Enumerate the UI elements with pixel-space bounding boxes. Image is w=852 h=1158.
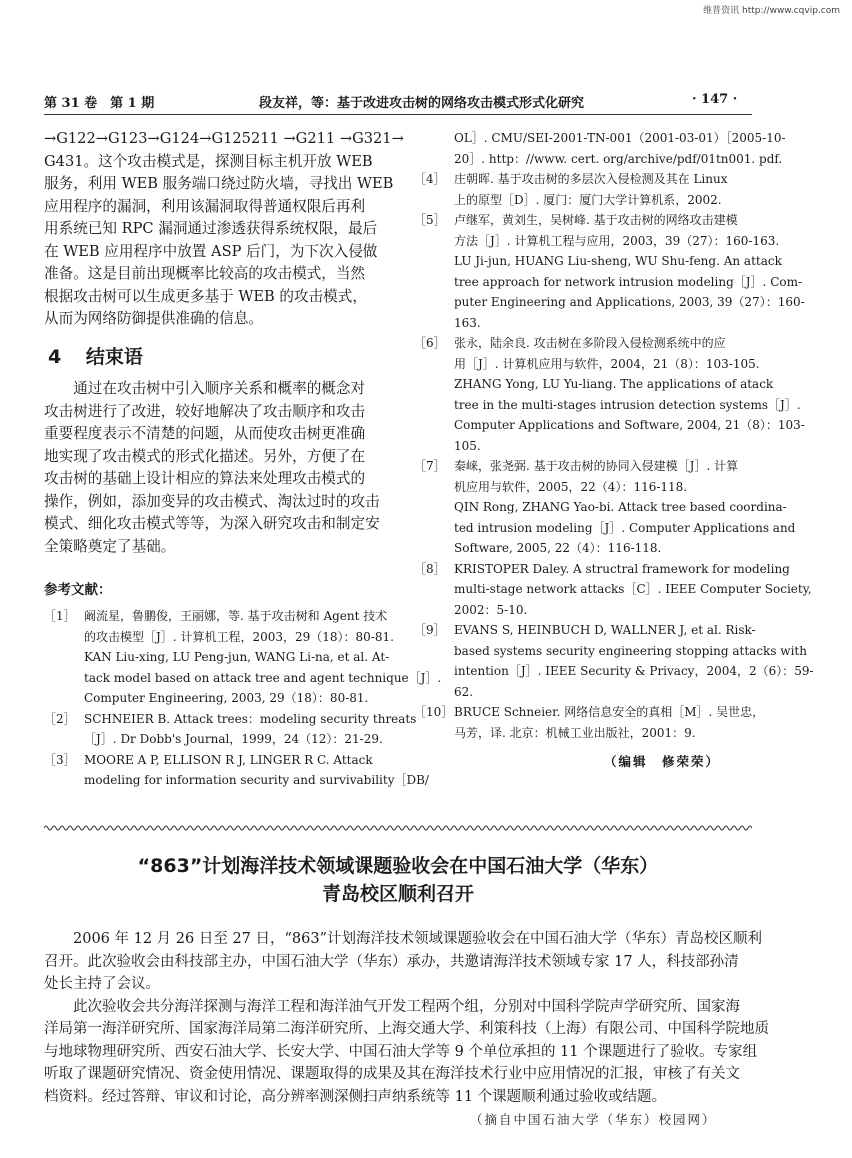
reference-item [44, 606, 442, 709]
reference-item [414, 456, 796, 559]
text-line: 操作，例如，添加变异的攻击模式、淘汰过时的攻击 [44, 492, 380, 510]
text-line: 用系统已知 RPC 漏洞通过渗透获得系统权限，最后 [44, 220, 378, 237]
references-heading: 参考文献： [44, 582, 112, 598]
reference-line: modeling for information security and survivability［DB/ [84, 773, 429, 787]
reference-line: 阚流星，鲁鹏俊，王丽娜，等. 基于攻击树和 Agent 技术 [84, 609, 388, 623]
text-line: 地实现了攻击模式的形式化描述。另外，方便了在 [44, 447, 366, 465]
reference-line: ted intrusion modeling［J］. Computer Applications and [454, 520, 796, 535]
text-line: 服务，利用 WEB 服务端口绕过防火墙，寻找出 WEB [44, 175, 394, 192]
text-line: 处长主持了会议。 [44, 976, 160, 992]
reference-line: 163. [454, 315, 481, 330]
reference-line: 庄朝晖. 基于攻击树的多层次入侵检测及其在 Linux [454, 172, 728, 186]
reference-line: 机应用与软件，2005，22（4）：116-118. [454, 479, 688, 494]
text-line: 2006 年 12 月 26 日至 27 日，“863”计划海洋技术领域课题验收会在中国石油大学（华东）青岛校区顺利 [73, 931, 763, 947]
reference-number: ［9］ [414, 623, 446, 637]
section-title: 结束语 [85, 346, 143, 368]
reference-line: 105. [454, 438, 481, 453]
text-line: 通过在攻击树中引入顺序关系和概率的概念对 [73, 380, 366, 397]
reference-line: KAN Liu-xing, LU Peng-jun, WANG Li-na, et al. At- [84, 650, 390, 664]
reference-number: ［4］ [414, 172, 446, 186]
text-line: 档资料。经过答辩、审议和讨论，高分辨率测深侧扫声纳系统等 11 个课题顺利通过验收或结题。 [44, 1088, 667, 1105]
reference-item [414, 333, 805, 456]
reference-line: multi-stage network attacks［C］. IEEE Computer Society, [454, 582, 812, 596]
reference-line: based systems security engineering stopping attacks with [454, 643, 807, 658]
reference-item [414, 128, 786, 169]
intro-paragraph [44, 128, 404, 331]
reference-line: 马芳，译. 北京：机械工业出版社，2001：9. [454, 725, 696, 740]
section-number: 4 [48, 346, 62, 368]
page-number: · 147 · [692, 92, 738, 107]
reference-line: 上的原型［D］. 厦门：厦门大学计算机系，2002. [454, 192, 722, 207]
reference-number: ［8］ [414, 561, 446, 576]
news-title-line: “863”计划海洋技术领域课题验收会在中国石油大学（华东） [137, 855, 659, 877]
reference-line: OL］. CMU/SEI-2001-TN-001（2001-03-01）［2005-10- [454, 131, 786, 145]
text-line: →G122→G123→G124→G125211 →G211 →G321→ [44, 130, 404, 147]
reference-number: ［10］ [414, 705, 454, 719]
text-line: 攻击树的基础上设计相应的算法来处理攻击模式的 [44, 470, 366, 487]
reference-line: BRUCE Schneier. 网络信息安全的真相［M］. 吴世忠， [454, 705, 765, 719]
reference-number: ［6］ [414, 336, 446, 350]
article-running-title: 段友祥，等：基于改进攻击树的网络攻击模式形式化研究 [259, 96, 585, 111]
reference-line: puter Engineering and Applications, 2003, 39（27）：160- [454, 295, 805, 309]
reference-item [414, 210, 805, 333]
watermark: 维普资讯 http://www.cqvip.com [703, 6, 840, 16]
reference-line: 62. [454, 684, 474, 699]
reference-line: ［J］. Dr Dobb's Journal，1999，24（12）：21-29. [84, 732, 383, 746]
text-line: 召开。此次验收会由科技部主办，中国石油大学（华东）承办，共邀请海洋技术领域专家 17 人，科技部孙清 [44, 953, 739, 970]
text-line: 应用程序的漏洞，利用该漏洞取得普通权限后再利 [44, 197, 366, 215]
reference-line: 张永，陆余良. 攻击树在多阶段入侵检测系统中的应 [454, 336, 726, 350]
text-line: 此次验收会共分海洋探测与海洋工程和海洋油气开发工程两个组，分别对中国科学院声学研究所、国家海 [73, 998, 740, 1015]
reference-item [414, 702, 765, 743]
reference-line: Software, 2005, 22（4）：116-118. [454, 541, 662, 555]
text-line: 模式、细化攻击模式等等，为深入研究攻击和制定安 [44, 515, 380, 532]
reference-line: 2002：5-10. [454, 602, 528, 617]
text-line: G431。这个攻击模式是，探测目标主机开放 WEB [44, 152, 373, 170]
reference-line: tree approach for network intrusion modeling［J］. Com- [454, 274, 803, 289]
reference-line: QIN Rong, ZHANG Yao-bi. Attack tree based coordina- [454, 500, 787, 514]
reference-line: 卢继军，黄刘生，吴树峰. 基于攻击树的网络攻击建模 [454, 213, 738, 227]
reference-item [44, 709, 417, 750]
reference-line: Computer Engineering, 2003, 29（18）：80-81. [84, 691, 369, 705]
reference-line: 秦崃，张尧弼. 基于攻击树的协同入侵建模［J］. 计算 [454, 459, 739, 473]
reference-line: EVANS S, HEINBUCH D, WALLNER J, et al. Risk- [454, 623, 756, 637]
reference-number: ［3］ [44, 752, 76, 767]
news-body [44, 928, 769, 1108]
references-right [414, 128, 814, 743]
reference-line: 的攻击模型［J］. 计算机工程，2003，29（18）：80-81. [84, 629, 394, 644]
text-line: 从而为网络防御提供准确的信息。 [44, 310, 263, 327]
text-line: 攻击树进行了改进，较好地解决了攻击顺序和攻击 [44, 402, 366, 420]
text-line: 准备。这是目前出现概率比较高的攻击模式，当然 [44, 265, 366, 282]
reference-item [44, 750, 429, 791]
reference-number: ［7］ [414, 459, 446, 473]
reference-line: tack model based on attack tree and agent technique［J］. [84, 670, 442, 685]
wavy-separator [44, 824, 752, 832]
reference-item [414, 169, 752, 210]
reference-line: 方法［J］. 计算机工程与应用，2003，39（27）：160-163. [454, 233, 780, 248]
text-line: 在 WEB 应用程序中放置 ASP 后门，为下次入侵做 [44, 242, 378, 260]
text-line: 洋局第一海洋研究所、国家海洋局第二海洋研究所、上海交通大学、利策科技（上海）有限公司、中国科学院地质 [44, 1021, 769, 1037]
reference-line: Computer Applications and Software, 2004, 21（8）：103- [454, 418, 805, 432]
reference-line: SCHNEIER B. Attack trees：modeling security threats [84, 711, 417, 726]
reference-item [414, 559, 812, 621]
reference-line: 20］. http：//www. cert. org/archive/pdf/01tn001. pdf. [454, 151, 783, 166]
text-line: 全策略奠定了基础。 [44, 537, 176, 555]
volume-issue: 第 31 卷 第 1 期 [44, 96, 155, 111]
reference-number: ［1］ [44, 609, 76, 623]
reference-line: LU Ji-jun, HUANG Liu-sheng, WU Shu-feng. An attack [454, 254, 782, 268]
reference-line: tree in the multi-stages intrusion detection systems［J］. [454, 397, 801, 412]
reference-line: 用［J］. 计算机应用与软件，2004，21（8）：103-105. [454, 356, 760, 371]
reference-line: KRISTOPER Daley. A structral framework for modeling [454, 561, 790, 576]
reference-number: ［5］ [414, 213, 446, 227]
section-heading [48, 342, 143, 369]
editor-credit: （编辑 修荣荣） [604, 754, 721, 769]
reference-line: intention［J］. IEEE Security & Privacy，2004，2（6）：59- [454, 664, 814, 678]
news-title-line: 青岛校区顺利召开 [321, 883, 474, 905]
text-line: 重要程度表示不清楚的问题，从而使攻击树更准确 [44, 425, 366, 442]
text-line: 根据攻击树可以生成更多基于 WEB 的攻击模式， [44, 287, 367, 305]
reference-line: ZHANG Yong, LU Yu-liang. The applications of atack [454, 377, 774, 391]
news-source: （摘自中国石油大学（华东）校园网） [470, 1112, 717, 1127]
text-line: 听取了课题研究情况、资金使用情况、课题取得的成果及其在海洋技术行业中应用情况的汇报，审核了有关文 [44, 1066, 740, 1082]
reference-line: MOORE A P, ELLISON R J, LINGER R C. Attack [84, 752, 373, 767]
news-title [44, 852, 752, 908]
header-rule [44, 114, 752, 115]
conclusion-paragraph [44, 378, 398, 558]
reference-item [414, 620, 814, 702]
text-line: 与地球物理研究所、西安石油大学、长安大学、中国石油大学等 9 个单位承担的 11 个课题进行了验收。专家组 [44, 1043, 758, 1060]
reference-number: ［2］ [44, 711, 76, 726]
